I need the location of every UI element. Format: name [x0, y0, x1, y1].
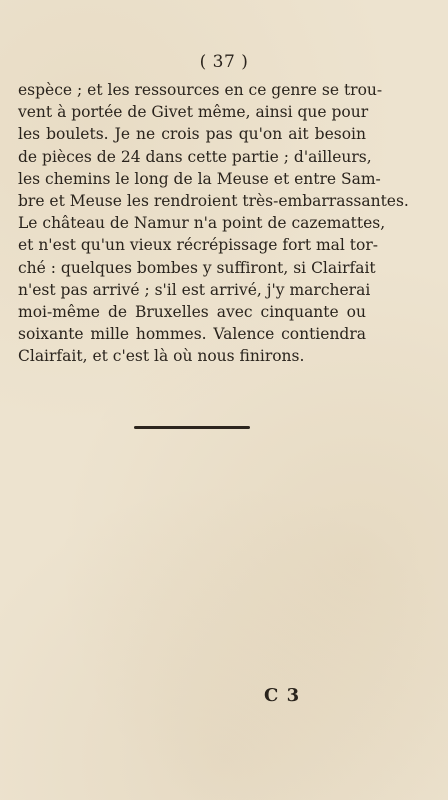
text-line: Le château de Namur n'a point de cazemattes, — [18, 214, 386, 233]
text-line: les boulets. Je ne crois pas qu'on ait besoin — [18, 125, 366, 144]
text-line: moi-même de Bruxelles avec cinquante ou — [18, 303, 366, 322]
text-line: ché : quelques bombes y suffiront, si Clairfait — [18, 258, 376, 277]
text-line: bre et Meuse les rendroient très-embarrassantes. — [18, 192, 409, 211]
text-line: de pièces de 24 dans cette partie ; d'ailleurs, — [18, 147, 372, 166]
text-line: vent à portée de Givet même, ainsi que pour — [18, 103, 369, 122]
text-line: soixante mille hommes. Valence contiendra — [18, 325, 366, 344]
page-number: ( 37 ) — [199, 52, 249, 72]
text-line: n'est pas arrivé ; s'il est arrivé, j'y marcherai — [18, 280, 371, 299]
text-line: les chemins le long de la Meuse et entre Sam- — [18, 169, 381, 188]
signature-mark: C 3 — [264, 685, 301, 706]
body-text — [18, 79, 409, 368]
text-line: espèce ; et les ressources en ce genre se trou- — [18, 81, 383, 99]
text-line: Clairfait, et c'est là où nous finirons. — [18, 347, 305, 366]
text-line: et n'est qu'un vieux récrépissage fort mal tor- — [18, 236, 379, 255]
section-divider-rule — [134, 426, 250, 429]
